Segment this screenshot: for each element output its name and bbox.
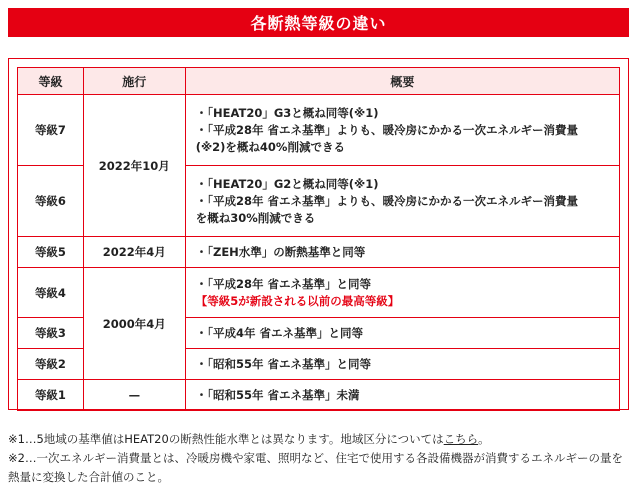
summary-cell <box>185 380 619 411</box>
date-cell: 2022年10月 <box>83 95 185 237</box>
summary-cell <box>185 349 619 380</box>
summary-line: ・「HEAT20」G3と概ね同等(※1) <box>195 105 379 120</box>
grade-cell: 等級7 <box>18 95 84 166</box>
insulation-grade-table <box>17 67 620 411</box>
table-row-grade7 <box>18 95 620 166</box>
summary-line: ・「昭和55年 省エネ基準」と同等 <box>195 356 371 371</box>
summary-line: ・「平成28年 省エネ基準」よりも、暖冷房にかかる一次エネルギー消費量 <box>195 122 578 137</box>
table-header-row <box>18 68 620 95</box>
summary-line: ・「平成28年 省エネ基準」と同等 <box>195 276 371 291</box>
table-row-grade1 <box>18 380 620 411</box>
grade-cell: 等級3 <box>18 318 84 349</box>
table-container <box>8 58 629 410</box>
summary-line: ・「昭和55年 省エネ基準」未満 <box>195 387 360 402</box>
summary-line: ・「平成4年 省エネ基準」と同等 <box>195 325 363 340</box>
footnotes <box>8 430 633 487</box>
footnote-1 <box>8 430 633 449</box>
header-grade: 等級 <box>18 68 84 95</box>
summary-cell <box>185 268 619 318</box>
region-link[interactable]: こちら <box>443 432 479 446</box>
grade-cell: 等級4 <box>18 268 84 318</box>
summary-line: ・「HEAT20」G2と概ね同等(※1) <box>195 176 379 191</box>
summary-cell <box>185 237 619 268</box>
grade-cell: 等級5 <box>18 237 84 268</box>
grade-cell: 等級6 <box>18 166 84 237</box>
header-date: 施行 <box>83 68 185 95</box>
footnote-2: ※2…一次エネルギー消費量とは、冷暖房機や家電、照明など、住宅で使用する各設備機器が消費するエネルギーの量を熱量に変換した合計値のこと。 <box>8 451 623 484</box>
table-row-grade5 <box>18 237 620 268</box>
footnote-text: 。 <box>478 432 490 446</box>
table-row-grade4 <box>18 268 620 318</box>
summary-cell <box>185 166 619 237</box>
highlight-note: 【等級5が新設される以前の最高等級】 <box>195 293 400 308</box>
summary-cell <box>185 95 619 166</box>
date-cell: — <box>83 380 185 411</box>
date-cell: 2022年4月 <box>83 237 185 268</box>
summary-line: ・「ZEH水準」の断熱基準と同等 <box>195 244 366 259</box>
grade-cell: 等級1 <box>18 380 84 411</box>
summary-cell <box>185 318 619 349</box>
summary-line: を概ね30%削減できる <box>195 210 316 225</box>
date-cell: 2000年4月 <box>83 268 185 380</box>
footnote-text: ※1…5地域の基準値はHEAT20の断熱性能水準とは異なります。地域区分については <box>8 432 444 446</box>
page-title: 各断熱等級の違い <box>8 8 629 37</box>
summary-line: ・「平成28年 省エネ基準」よりも、暖冷房にかかる一次エネルギー消費量 <box>195 193 578 208</box>
header-summary: 概要 <box>185 68 619 95</box>
grade-cell: 等級2 <box>18 349 84 380</box>
summary-line: (※2)を概ね40%削減できる <box>195 139 345 154</box>
